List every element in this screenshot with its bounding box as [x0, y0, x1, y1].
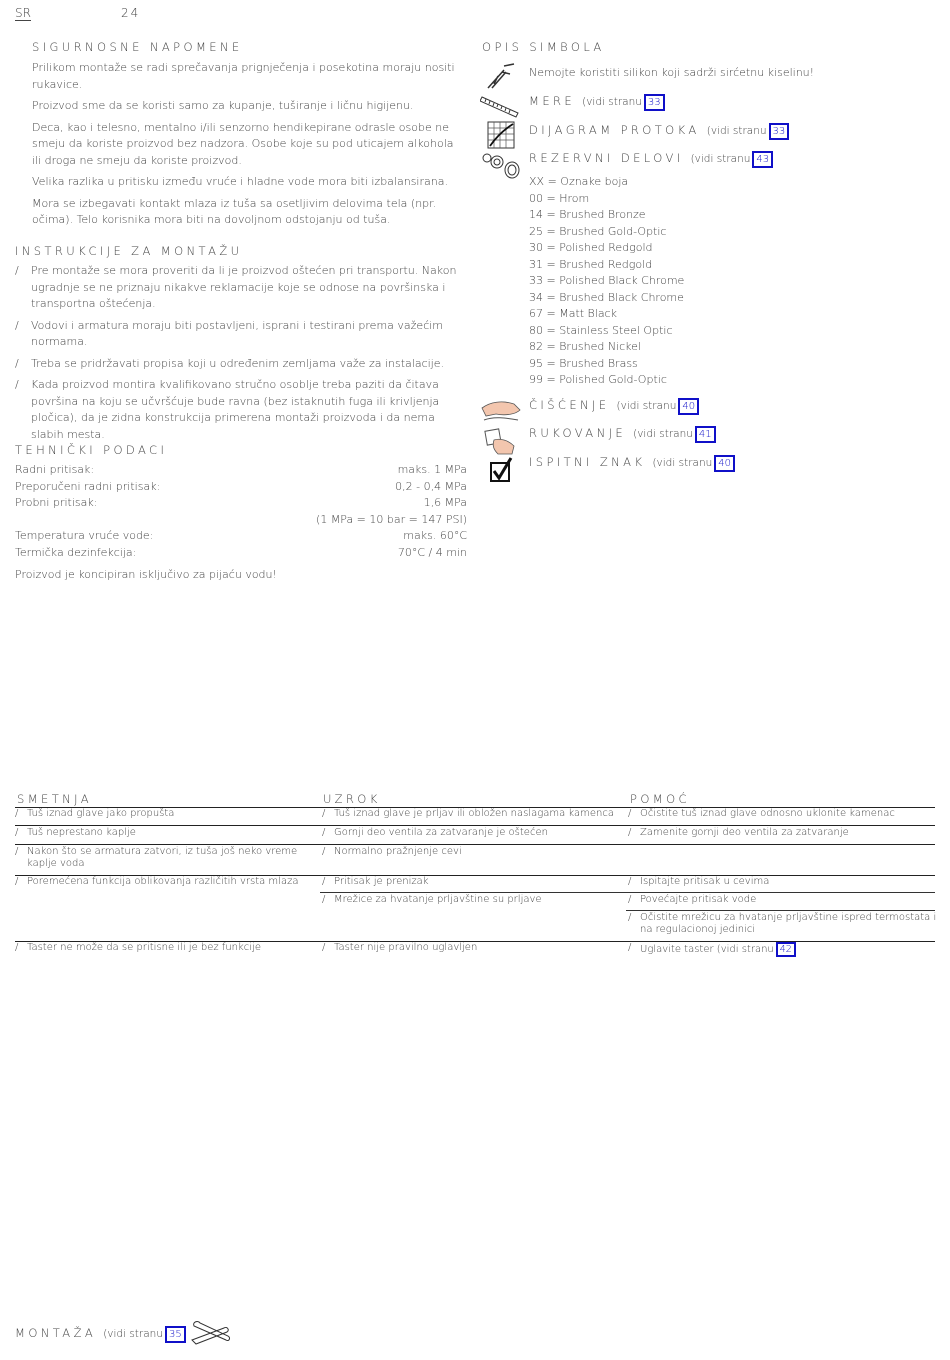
tech-title: TEHNIČKI PODACI	[15, 443, 168, 457]
color-item: 80 = Stainless Steel Optic	[529, 323, 673, 337]
color-item: 34 = Brushed Black Chrome	[529, 290, 684, 304]
table-cell: / Normalno pražnjenje cevi	[322, 846, 629, 858]
clean-row: ČIŠĆENJE (vidi stranu 40	[529, 398, 699, 415]
cleaning-hand-icon	[480, 396, 522, 424]
lang-label: SR	[15, 6, 31, 20]
table-cell: / Nakon što se armatura zatvori, iz tuša još neko vreme kaplje voda	[15, 846, 317, 870]
silicone-note: Nemojte koristiti silikon koji sadrži sirćetnu kiselinu!	[529, 66, 815, 79]
button-page-link[interactable]: 42	[776, 942, 796, 957]
silicone-gun-icon	[484, 62, 516, 90]
install-item: / Kada proizvod montira kvalifikovano stručno osoblje treba paziti da čitava površina na koju se učvršćuje bude ravna (bez istaknutih fuga ili krivljenja pločica), da je zidna konstrukcija primerena montaži proizvoda i da nema slabih mesta.	[15, 377, 467, 443]
page-number: 24	[121, 6, 141, 20]
safety-title: SIGURNOSNE NAPOMENE	[32, 40, 243, 54]
color-item: 82 = Brushed Nickel	[529, 340, 641, 353]
color-item: 31 = Brushed Redgold	[529, 257, 653, 271]
table-rule	[15, 825, 935, 826]
flow-diagram-icon	[487, 121, 515, 149]
color-item: 14 = Brushed Bronze	[529, 208, 646, 221]
table-cell: / Ispitajte pritisak u cevima	[628, 876, 940, 888]
symbols-title: OPIS SIMBOLA	[482, 40, 605, 54]
table-rule	[15, 844, 935, 845]
table-cell: / Gornji deo ventila za zatvaranje je oštećen	[322, 827, 629, 839]
install-title: INSTRUKCIJE ZA MONTAŽU	[15, 244, 243, 258]
color-item: 00 = Hrom	[529, 191, 590, 205]
mere-row: MERE (vidi stranu 33	[529, 94, 665, 111]
flow-row: DIJAGRAM PROTOKA (vidi stranu 33	[529, 123, 789, 140]
tech-table	[15, 462, 467, 561]
table-cell: / Tuš iznad glave jako propušta	[15, 808, 317, 820]
color-item: 30 = Polished Redgold	[529, 241, 653, 254]
checkmark-icon	[489, 457, 513, 483]
col-header-smetnja: SMETNJA	[17, 792, 92, 806]
tech-row: Radni pritisak: maks. 1 MPa	[15, 463, 467, 476]
table-cell: / Očistite mrežicu za hvatanje prljavštine ispred termostata i na regulacionoj jedinici	[628, 912, 940, 936]
handling-row: RUKOVANJE (vidi stranu 41	[529, 426, 716, 443]
color-item: 67 = Matt Black	[529, 307, 617, 320]
handling-hand-icon	[484, 426, 520, 456]
col-header-uzrok: UZROK	[323, 792, 381, 806]
table-cell: / Taster nije pravilno uglavljen	[322, 942, 629, 954]
install-item: / Vodovi i armatura moraju biti postavljeni, isprani i testirani prema važećim normama.	[15, 318, 467, 351]
table-cell: / Zamenite gornji deo ventila za zatvaranje	[628, 827, 940, 839]
install-list	[15, 263, 467, 443]
safety-paragraph: Deca, kao i telesno, mentalno i/ili senzorno hendikepirane odrasle osobe ne smeju da koriste proizvod bez nadzora. Osobe koje su pod uticajem alkohola ili droga ne smeju da koriste proizvod.	[32, 120, 454, 167]
flow-page-link[interactable]: 33	[769, 123, 790, 140]
table-rule	[626, 910, 935, 911]
tech-row: Temperatura vruće vode: maks. 60°C	[15, 529, 467, 542]
mount-page-link[interactable]: 35	[165, 1326, 186, 1343]
spare-row: REZERVNI DELOVI (vidi stranu 43	[529, 151, 773, 168]
mount-row: MONTAŽA (vidi stranu 35	[15, 1326, 186, 1343]
col-header-pomoc: POMOĆ	[630, 792, 690, 806]
spare-parts-icon	[481, 150, 521, 180]
table-cell: / Uglavite taster (vidi stranu 42	[628, 942, 940, 957]
spare-page-link[interactable]: 43	[752, 151, 773, 168]
table-cell: / Očistite tuš iznad glave odnosno uklonite kamenac	[628, 808, 940, 820]
color-item: 33 = Polished Black Chrome	[529, 274, 685, 287]
color-item: 99 = Polished Gold-Optic	[529, 373, 667, 386]
install-item: / Pre montaže se mora proveriti da li je proizvod oštećen pri transportu. Nakon ugradnje se ne priznaju nikakve reklamacije koje se odnose na površinska i transportna oštećenja.	[15, 263, 467, 313]
safety-paragraph: Mora se izbegavati kontakt mlaza iz tuša sa osetljivim delovima tela (npr. očima). Telo korisnika mora biti na dovoljnom odstojanju od tuša.	[32, 196, 437, 226]
table-cell: / Pritisak je prenizak	[322, 876, 629, 888]
safety-paragraph: Velika razlika u pritisku između vruće i hladne vode mora biti izbalansirana.	[32, 175, 448, 188]
safety-text	[32, 60, 464, 229]
table-cell: / Taster ne može da se pritisne ili je bez funkcije	[15, 942, 317, 954]
safety-paragraph: Prilikom montaže se radi sprečavanja prignječenja i posekotina moraju nositi rukavice.	[32, 61, 455, 91]
table-cell: / Tuš neprestano kaplje	[15, 827, 317, 839]
color-item: 25 = Brushed Gold-Optic	[529, 224, 667, 238]
handling-page-link[interactable]: 41	[695, 426, 716, 443]
table-cell: / Poremećena funkcija oblikovanja različitih vrsta mlaza	[15, 876, 323, 888]
tech-row: (1 MPa = 10 bar = 147 PSI)	[316, 512, 467, 526]
test-row: ISPITNI ZNAK (vidi stranu 40	[529, 455, 735, 472]
table-cell: / Tuš iznad glave je prljav ili obložen naslagama kamenca	[322, 808, 629, 820]
test-page-link[interactable]: 40	[714, 455, 735, 472]
tech-row: Preporučeni radni pritisak: 0,2 - 0,4 MPa	[15, 479, 467, 493]
safety-paragraph: Proizvod sme da se koristi samo za kupanje, tuširanje i ličnu higijenu.	[32, 99, 414, 112]
mere-page-link[interactable]: 33	[644, 94, 665, 111]
color-item: 95 = Brushed Brass	[529, 356, 638, 370]
table-cell: / Mrežice za hvatanje prljavštine su prljave	[322, 894, 629, 906]
color-list	[529, 174, 684, 389]
tech-note: Proizvod je koncipiran isključivo za pijaću vodu!	[15, 568, 277, 581]
install-item: / Treba se pridržavati propisa koji u određenim zemljama važe za instalacije.	[15, 356, 467, 373]
tech-row: Termička dezinfekcija: 70°C / 4 min	[15, 545, 467, 559]
clean-page-link[interactable]: 40	[678, 398, 699, 415]
color-item: XX = Oznake boja	[529, 175, 629, 188]
tech-row: Probni pritisak: 1,6 MPa	[15, 496, 467, 509]
ruler-icon	[480, 93, 520, 119]
table-cell: / Povećajte pritisak vode	[628, 894, 940, 906]
table-rule	[320, 892, 935, 893]
wrench-icon	[190, 1320, 232, 1346]
